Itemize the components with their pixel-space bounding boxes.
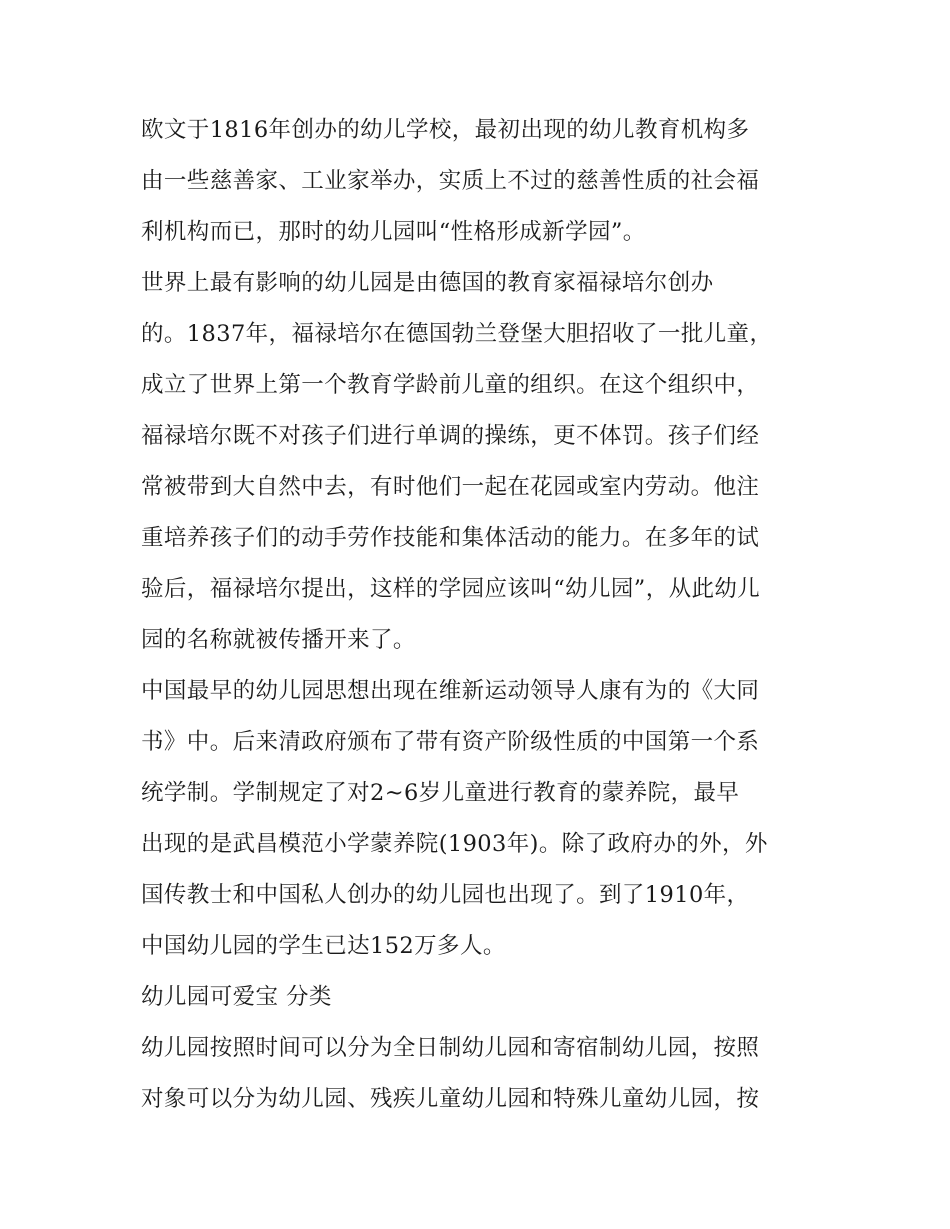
- text-line: 利机构而已，那时的幼儿园叫“性格形成新学园”。: [141, 219, 646, 245]
- text-line: 的。1837年，福禄培尔在德国勃兰登堡大胆招收了一批儿童，: [141, 321, 773, 347]
- text-line: 书》中。后来清政府颁布了带有资产阶级性质的中国第一个系: [141, 729, 760, 755]
- text-line: 对象可以分为幼儿园、残疾儿童幼儿园和特殊儿童幼儿园，按: [141, 1086, 760, 1112]
- document-body: [141, 105, 821, 1125]
- text-line: 福禄培尔既不对孩子们进行单调的操练，更不体罚。孩子们经: [141, 423, 760, 449]
- text-line: 常被带到大自然中去，有时他们一起在花园或室内劳动。他注: [141, 474, 760, 500]
- text-line: 欧文于1816年创办的幼儿学校，最初出现的幼儿教育机构多: [141, 117, 750, 143]
- text-line: 园的名称就被传播开来了。: [141, 627, 416, 653]
- text-line: 验后，福禄培尔提出，这样的学园应该叫“幼儿园”，从此幼儿: [141, 576, 761, 602]
- text-line: 中国幼儿园的学生已达152万多人。: [141, 933, 506, 959]
- text-line: 重培养孩子们的动手劳作技能和集体活动的能力。在多年的试: [141, 525, 760, 551]
- text-line: 中国最早的幼儿园思想出现在维新运动领导人康有为的《大同: [141, 678, 760, 704]
- text-line: 国传教士和中国私人创办的幼儿园也出现了。到了1910年，: [141, 882, 750, 908]
- section-heading: 幼儿园可爱宝 分类: [141, 984, 332, 1010]
- text-line: 成立了世界上第一个教育学龄前儿童的组织。在这个组织中，: [141, 372, 760, 398]
- text-line: 世界上最有影响的幼儿园是由德国的教育家福禄培尔创办: [141, 270, 714, 296]
- text-line: 出现的是武昌模范小学蒙养院(1903年)。除了政府办的外，外: [141, 831, 768, 857]
- text-line: 幼儿园按照时间可以分为全日制幼儿园和寄宿制幼儿园，按照: [141, 1035, 760, 1061]
- text-line: 由一些慈善家、工业家举办，实质上不过的慈善性质的社会福: [141, 168, 760, 194]
- text-line: 统学制。学制规定了对2~6岁儿童进行教育的蒙养院，最早: [141, 780, 740, 806]
